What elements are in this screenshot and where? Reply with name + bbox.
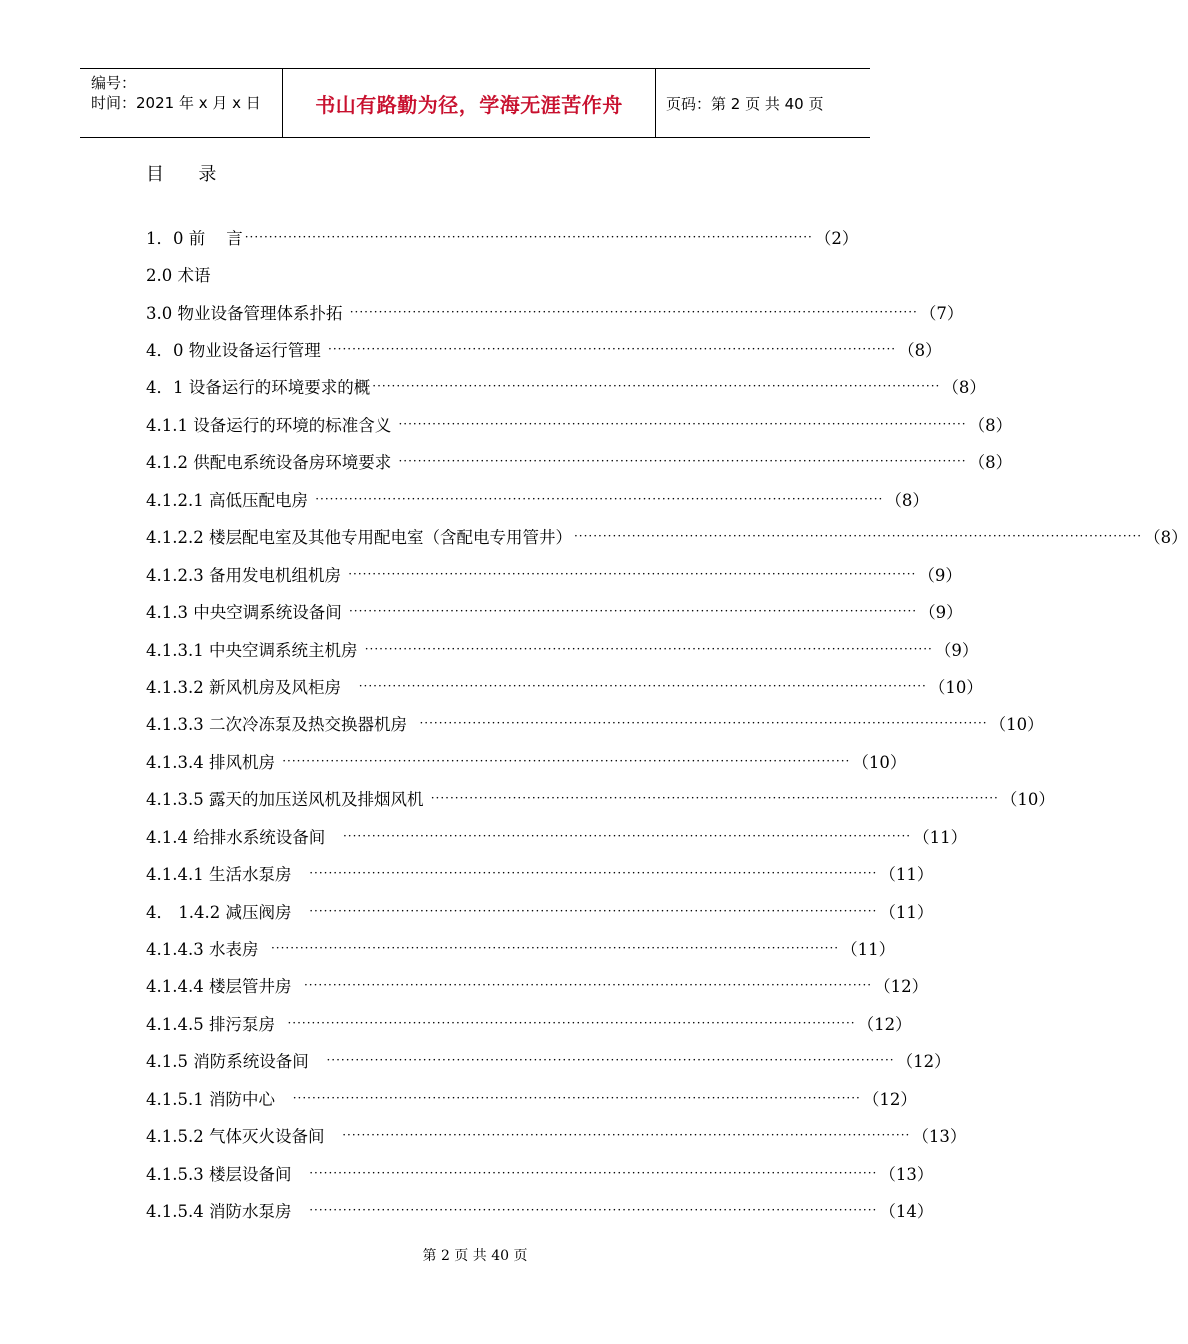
- page-header: [80, 68, 870, 138]
- toc-title: 目 录: [146, 164, 217, 185]
- toc-leader-dots: ······················································································································: [287, 1015, 856, 1030]
- toc-entry-page: （9）: [918, 565, 962, 585]
- toc-entry-label: 4.1.1 设备运行的环境的标准含义: [146, 415, 397, 435]
- toc-entry-page: （10）: [1000, 790, 1055, 810]
- toc-leader-dots: ······················································································································: [292, 1090, 861, 1105]
- toc-entry[interactable]: [146, 1117, 967, 1154]
- toc-entry-label: 4.1.2.1 高低压配电房: [146, 490, 314, 510]
- toc-entry-label: 4.1.5.2 气体灭火设备间: [146, 1127, 341, 1147]
- toc-leader-dots: ······················································································································: [430, 791, 999, 806]
- toc-leader-dots: ······················································································································: [348, 604, 918, 619]
- toc-leader-dots: ······················································································································: [309, 866, 878, 881]
- toc-entry-label: 2.0 术语: [146, 266, 211, 286]
- toc-entry-page: （8）: [898, 341, 942, 361]
- toc-leader-dots: ······················································································································: [358, 678, 927, 693]
- toc-entry-page: （10）: [928, 677, 983, 697]
- toc-entry[interactable]: [146, 967, 929, 1004]
- toc-entry-page: （10）: [852, 752, 907, 772]
- toc-entry-label: 4.1.3.5 露天的加压送风机及排烟风机: [146, 790, 429, 810]
- toc-leader-dots: ······················································································································: [372, 379, 941, 394]
- toc-leader-dots: ······················································································································: [309, 903, 878, 918]
- toc-entry-page: （8）: [968, 453, 1013, 473]
- header-page-info: 页码：第 2 页 共 40 页: [666, 94, 824, 113]
- toc-entry[interactable]: [146, 218, 859, 255]
- toc-entry-label: 4.1.4.4 楼层管井房: [146, 977, 302, 997]
- toc-entry-label: 4.1.3 中央空调系统设备间: [146, 603, 347, 623]
- toc-entry-label: 4.1.4.1 生活水泵房: [146, 865, 308, 885]
- toc-entry-label: 4.1.2.3 备用发电机组机房: [146, 565, 347, 585]
- code-label: 编号：: [91, 74, 137, 92]
- toc-leader-dots: ······················································································································: [364, 641, 933, 656]
- toc-entry-page: （2）: [814, 228, 859, 248]
- toc-entry-label: 4.1.5.3 楼层设备间: [146, 1164, 308, 1184]
- toc-entry-label: 4.1.5.1 消防中心: [146, 1089, 291, 1109]
- toc-entry-label: 4.1.3.3 二次冷冻泵及热交换器机房: [146, 715, 418, 735]
- toc-entry[interactable]: [146, 255, 776, 292]
- toc-leader-dots: ······················································································································: [244, 229, 813, 244]
- toc-leader-dots: ······················································································································: [315, 491, 884, 506]
- toc-entry-page: （13）: [879, 1164, 934, 1184]
- toc-entry[interactable]: [146, 368, 986, 405]
- toc-entry-page: （8）: [1144, 528, 1188, 548]
- toc-entry-page: （12）: [862, 1089, 917, 1109]
- toc-entry-page: （11）: [841, 940, 896, 960]
- toc-entry[interactable]: [146, 1191, 934, 1228]
- toc-entry[interactable]: [146, 293, 964, 330]
- toc-leader-dots: ······················································································································: [348, 566, 917, 581]
- toc-leader-dots: ······················································································································: [342, 828, 912, 843]
- toc-entry[interactable]: [146, 630, 979, 667]
- toc-entry[interactable]: [146, 405, 1013, 442]
- toc-leader-dots: ······················································································································: [309, 1165, 878, 1180]
- toc-entry-page: （11）: [879, 865, 934, 885]
- toc-leader-dots: ······················································································································: [328, 342, 897, 357]
- toc-leader-dots: ······················································································································: [282, 753, 851, 768]
- toc-entry-label: 3.0 物业设备管理体系扑拓: [146, 303, 348, 323]
- toc-entry[interactable]: [146, 443, 1013, 480]
- time-label: 时间：2021 年 x 月 x 日: [91, 94, 261, 112]
- toc-leader-dots: ······················································································································: [270, 941, 840, 956]
- toc-entry[interactable]: [146, 480, 929, 517]
- toc-entry[interactable]: [146, 1042, 951, 1079]
- table-of-contents: [146, 218, 1188, 1229]
- toc-entry[interactable]: [146, 555, 962, 592]
- toc-entry[interactable]: [146, 330, 942, 367]
- toc-leader-dots: ······················································································································: [398, 454, 967, 469]
- toc-leader-dots: ······················································································································: [303, 978, 873, 993]
- toc-entry[interactable]: [146, 1079, 917, 1116]
- toc-entry[interactable]: [146, 780, 1055, 817]
- toc-entry-label: 4.1.5 消防系统设备间: [146, 1052, 325, 1072]
- toc-entry-label: 4.1.3.4 排风机房: [146, 752, 281, 772]
- toc-entry-label: 4.1.2 供配电系统设备房环境要求: [146, 453, 397, 473]
- toc-entry-label: 4.1.4 给排水系统设备间: [146, 827, 341, 847]
- toc-leader-dots: ······················································································································: [398, 416, 967, 431]
- page-footer: 第 2 页 共 40 页: [422, 1248, 528, 1264]
- header-motto: 书山有路勤为径，学海无涯苦作舟: [315, 92, 623, 117]
- toc-entry-label: 4．0 物业设备运行管理: [146, 341, 326, 361]
- toc-entry-label: 4.1.4.3 水表房: [146, 940, 269, 960]
- toc-entry-page: （12）: [857, 1014, 912, 1034]
- toc-entry[interactable]: [146, 705, 1044, 742]
- toc-entry[interactable]: [146, 742, 907, 779]
- toc-leader-dots: ······················································································································: [349, 304, 918, 319]
- toc-leader-dots: ······················································································································: [309, 1203, 878, 1218]
- toc-entry-page: （12）: [896, 1052, 951, 1072]
- toc-entry[interactable]: [146, 1154, 934, 1191]
- toc-leader-dots: ······················································································································: [573, 529, 1143, 544]
- toc-entry-page: （8）: [942, 378, 986, 398]
- toc-entry[interactable]: [146, 592, 963, 629]
- header-motto-cell: [283, 69, 656, 137]
- toc-entry-label: 4.1.4.5 排污泵房: [146, 1014, 286, 1034]
- toc-entry[interactable]: [146, 667, 983, 704]
- toc-entry[interactable]: [146, 518, 1188, 555]
- toc-leader-dots: ······················································································································: [342, 1128, 911, 1143]
- toc-entry-page: （9）: [934, 640, 979, 660]
- toc-entry-page: （14）: [879, 1202, 934, 1222]
- toc-entry[interactable]: [146, 817, 968, 854]
- toc-entry-page: （11）: [879, 902, 934, 922]
- toc-entry-label: 4.1.3.2 新风机房及风柜房: [146, 677, 357, 697]
- toc-entry-page: （8）: [885, 490, 929, 510]
- toc-entry-label: 4.1.2.2 楼层配电室及其他专用配电室（含配电专用管井）: [146, 528, 572, 548]
- toc-entry-page: （9）: [919, 603, 963, 623]
- toc-entry-page: （8）: [968, 415, 1013, 435]
- toc-entry-label: 1．0 前 言: [146, 228, 243, 248]
- toc-leader-dots: ······················································································································: [326, 1053, 895, 1068]
- header-meta: [80, 69, 283, 137]
- toc-entry[interactable]: [146, 892, 934, 929]
- toc-leader-dots: ······················································································································: [419, 716, 988, 731]
- toc-entry-page: （11）: [913, 827, 968, 847]
- toc-entry-label: 4．1 设备运行的环境要求的概: [146, 378, 371, 398]
- toc-entry-page: （7）: [919, 303, 964, 323]
- toc-entry-label: 4． 1.4.2 减压阀房: [146, 902, 308, 922]
- toc-entry-label: 4.1.5.4 消防水泵房: [146, 1202, 308, 1222]
- header-page-info-cell: [656, 69, 870, 137]
- toc-entry-page: （12）: [874, 977, 929, 997]
- toc-entry-label: 4.1.3.1 中央空调系统主机房: [146, 640, 363, 660]
- toc-entry[interactable]: [146, 854, 934, 891]
- toc-entry-page: （13）: [912, 1127, 967, 1147]
- toc-entry[interactable]: [146, 1004, 912, 1041]
- toc-entry-page: （10）: [989, 715, 1044, 735]
- toc-entry[interactable]: [146, 929, 896, 966]
